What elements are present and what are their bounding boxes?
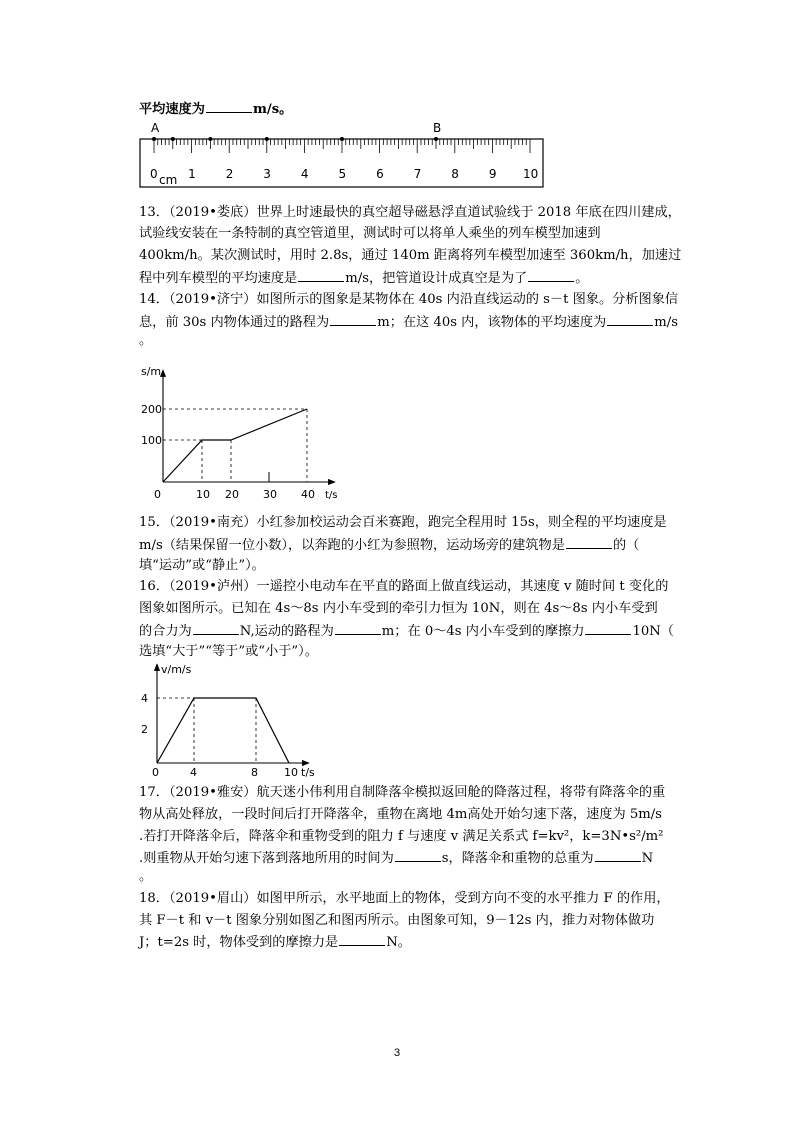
ytick-100: 100 bbox=[141, 434, 162, 447]
q15-line2 bbox=[139, 536, 639, 555]
q17-blank-2[interactable] bbox=[595, 849, 641, 862]
ruler-tick-label: 2 bbox=[225, 167, 234, 181]
ytick-200: 200 bbox=[141, 403, 162, 416]
xtick-10: 10 bbox=[284, 766, 298, 779]
q14-line3: 。 bbox=[139, 333, 153, 348]
intro-suffix: m/s。 bbox=[252, 102, 293, 117]
q13-line1: 13．（2019•娄底）世界上时速最快的真空超导磁悬浮直道试验线于 2018 年底在四川建成， bbox=[139, 205, 681, 220]
xtick-30: 30 bbox=[263, 488, 277, 501]
q16-text-b: N,运动的路程为 bbox=[239, 624, 334, 639]
v-t-line bbox=[157, 698, 289, 763]
y-axis-label: v/m/s bbox=[161, 663, 192, 676]
s-t-line bbox=[163, 409, 307, 482]
y-axis-label: s/m bbox=[141, 365, 162, 378]
q17-line2: 物从高处释放，一段时间后打开降落伞，重物在离地 4m高处开始匀速下落，速度为 5m/s bbox=[139, 807, 662, 822]
q17-line4 bbox=[139, 849, 653, 868]
q13-line3: 400km/h。某次测试时，用时 2.8s，通过 140m 距离将列车模型加速至 360km/h，加速过 bbox=[139, 248, 682, 263]
ruler-tick-label: 5 bbox=[338, 167, 347, 181]
ruler-tick-label: 3 bbox=[263, 167, 271, 181]
q13-blank-2[interactable] bbox=[528, 269, 574, 282]
q17-line1: 17．（2019•雅安）航天迷小伟利用自制降落伞模拟返回舱的降落过程，将带有降落伞的重 bbox=[139, 785, 666, 800]
x-axis-label: t/s bbox=[301, 766, 315, 779]
q18-blank-1[interactable] bbox=[339, 933, 385, 946]
xtick-40: 40 bbox=[301, 488, 315, 501]
q13-line4 bbox=[139, 269, 588, 288]
motion-dot bbox=[265, 137, 269, 141]
ruler-tick-label: 9 bbox=[488, 167, 497, 181]
ruler-tick-label: 7 bbox=[413, 167, 422, 181]
motion-dot bbox=[171, 137, 175, 141]
ytick-2: 2 bbox=[141, 723, 148, 736]
q16-text-d: 10N（ bbox=[632, 624, 674, 639]
answer-blank[interactable] bbox=[206, 100, 252, 113]
q13-text-c: 。 bbox=[575, 271, 589, 286]
q14-blank-1[interactable] bbox=[330, 313, 376, 326]
point-a-label: A bbox=[151, 121, 160, 135]
page-number: 3 bbox=[393, 1047, 401, 1059]
xtick-4: 4 bbox=[190, 766, 197, 779]
q16-text-a: 的合力为 bbox=[139, 624, 192, 639]
q18-line1: 18．（2019•眉山）如图甲所示，水平地面上的物体，受到方向不变的水平推力 F 的作用， bbox=[139, 891, 670, 906]
q14-text-c: m/s bbox=[654, 315, 678, 330]
ruler-tick-label: 6 bbox=[376, 167, 384, 181]
q16-line2: 图象如图所示。已知在 4s～8s 内小车受到的牵引力恒为 10N，则在 4s～8s 内小车受到 bbox=[139, 601, 658, 616]
motion-dot bbox=[434, 137, 438, 141]
q16-line3 bbox=[139, 622, 674, 641]
ytick-4: 4 bbox=[141, 692, 148, 705]
q16-text-c: m；在 0～4s 内小车受到的摩擦力 bbox=[381, 624, 585, 639]
q16-line1: 16．（2019•泸州）一遥控小电动车在平直的路面上做直线运动，其速度 v 随时间 t 变化的 bbox=[139, 579, 669, 594]
q13-text-a: 程中列车模型的平均速度是 bbox=[139, 271, 298, 286]
ruler-tick-label: 1 bbox=[188, 167, 196, 181]
q15-line1: 15．（2019•南充）小红参加校运动会百米赛跑，跑完全程用时 15s，则全程的平均速度是 bbox=[139, 515, 667, 530]
q13-blank-1[interactable] bbox=[298, 269, 344, 282]
q15-line3: 填“运动”或“静止”）。 bbox=[139, 558, 265, 573]
q18-line3 bbox=[139, 933, 411, 952]
point-b-label: B bbox=[433, 121, 442, 135]
q16-blank-2[interactable] bbox=[335, 622, 381, 635]
ruler-tick-label: 8 bbox=[451, 167, 459, 181]
ruler-tick-label: 0 bbox=[150, 167, 158, 181]
q14-blank-2[interactable] bbox=[607, 313, 653, 326]
q14-line1: 14．（2019•济宁）如图所示的图象是某物体在 40s 内沿直线运动的 s－t 图象。分析图象信 bbox=[139, 292, 679, 307]
q15-text-a: m/s（结果保留一位小数），以奔跑的小红为参照物，运动场旁的建筑物是 bbox=[139, 538, 565, 553]
ruler-unit: cm bbox=[159, 173, 178, 187]
s-t-graph bbox=[135, 360, 365, 515]
q15-text-b: 的（ bbox=[612, 538, 640, 553]
q13-line2: 试验线安装在一条特制的真空管道里，测试时可以将单人乘坐的列车模型加速到 bbox=[139, 226, 601, 241]
xtick-8: 8 bbox=[251, 766, 258, 779]
ruler-tick-label: 10 bbox=[523, 167, 539, 181]
q14-line2 bbox=[139, 313, 678, 332]
q18-text-a: J；t=2s 时，物体受到的摩擦力是 bbox=[139, 935, 339, 950]
xtick-0: 0 bbox=[152, 766, 159, 779]
motion-dot bbox=[208, 137, 212, 141]
x-axis-label: t/s bbox=[325, 490, 338, 501]
q13-text-b: m/s，把管道设计成真空是为了 bbox=[345, 271, 528, 286]
motion-dot bbox=[340, 137, 344, 141]
q14-text-a: 息，前 30s 内物体通过的路程为 bbox=[139, 315, 330, 330]
q16-line4: 选填“大于”“等于”或“小于”）。 bbox=[139, 644, 318, 659]
q18-line2: 其 F－t 和 v－t 图象分别如图乙和图丙所示。由图象可知，9－12s 内，推力对物体做功 bbox=[139, 913, 655, 928]
q17-text-a: .则重物从开始匀速下落到落地所用的时间为 bbox=[139, 851, 394, 866]
intro-prefix: 平均速度为 bbox=[139, 102, 205, 117]
q15-blank-1[interactable] bbox=[566, 536, 612, 549]
q18-text-b: N。 bbox=[386, 935, 411, 950]
q16-blank-3[interactable] bbox=[585, 622, 631, 635]
q17-text-c: N bbox=[641, 851, 654, 866]
q14-text-b: m；在这 40s 内，该物体的平均速度为 bbox=[377, 315, 607, 330]
intro-line bbox=[139, 100, 292, 119]
ruler-figure bbox=[135, 118, 555, 193]
xtick-10: 10 bbox=[196, 488, 210, 501]
motion-dot bbox=[152, 137, 156, 141]
xtick-20: 20 bbox=[225, 488, 239, 501]
ruler-tick-label: 4 bbox=[300, 167, 309, 181]
q17-blank-1[interactable] bbox=[395, 849, 441, 862]
q17-text-b: s，降落伞和重物的总重为 bbox=[441, 851, 594, 866]
q16-blank-1[interactable] bbox=[193, 622, 239, 635]
v-t-graph bbox=[135, 660, 335, 780]
xtick-0: 0 bbox=[154, 488, 161, 501]
q17-line5: 。 bbox=[139, 869, 153, 884]
q17-line3: .若打开降落伞后，降落伞和重物受到的阻力 f 与速度 v 满足关系式 f=kv²，k=3N•s²/m² bbox=[139, 829, 664, 844]
